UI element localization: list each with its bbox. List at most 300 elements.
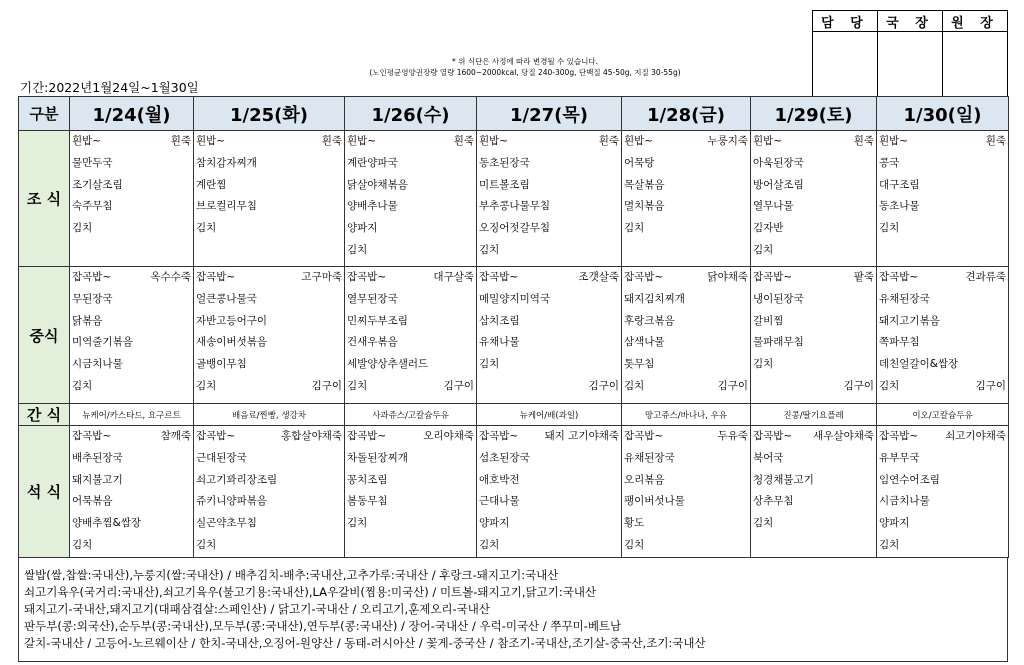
lunch-cell: [751, 267, 877, 404]
menu-line: [477, 426, 621, 448]
menu-item: 김치: [347, 243, 368, 256]
breakfast-cell: [194, 131, 345, 267]
menu-item: 후랑크볶음: [624, 314, 675, 327]
breakfast-cell: [70, 131, 194, 267]
menu-line: [345, 289, 476, 311]
menu-item: 열무된장국: [347, 292, 398, 305]
menu-item-extra: 두유죽: [717, 430, 748, 442]
footer-line: 쌀밥(쌀,찹쌀:국내산),누룽지(쌀:국내산) / 배추김치-배추:국내산,고추가루:국내산 / 후랑크-돼지고기:국내산: [24, 568, 559, 582]
menu-item: 근대된장국: [196, 451, 247, 464]
menu-line: [622, 491, 750, 513]
menu-line: [194, 218, 344, 240]
menu-line: [477, 332, 621, 354]
breakfast-cell: [622, 131, 751, 267]
menu-line: [194, 131, 344, 153]
menu-line: [194, 535, 344, 557]
day-header: 1/27(목): [477, 97, 622, 131]
menu-item: 메밀양지미역국: [479, 292, 551, 305]
menu-line: [877, 513, 1008, 535]
snack-cell: 진콩/딸기요플레: [751, 404, 877, 426]
lunch-cell: [70, 267, 194, 404]
menu-item: 흰밥~: [196, 135, 226, 147]
menu-line: [477, 196, 621, 218]
snack-cell: 이오/고칼슘두유: [877, 404, 1009, 426]
menu-item: 물파래무침: [753, 336, 804, 349]
menu-item-extra: 견과류죽: [965, 271, 1006, 283]
menu-line: [877, 218, 1008, 240]
menu-item: 브로컬리무침: [196, 200, 257, 213]
menu-line: [751, 196, 876, 218]
menu-line: [622, 218, 750, 240]
menu-line: [751, 491, 876, 513]
footer-line: 판두부(콩:외국산),순두부(콩:국내산),모두부(콩:국내산),연두부(콩:국내산) / 장어-국내산 / 우럭-미국산 / 쭈꾸미-베트남: [24, 619, 622, 633]
origin-footer: [24, 567, 706, 652]
menu-item: 아욱된장국: [753, 156, 804, 169]
menu-line: [751, 218, 876, 240]
menu-item: 자반고등어구이: [196, 314, 268, 327]
day-header: 1/29(토): [751, 97, 877, 131]
menu-line: [877, 289, 1008, 311]
meal-table: [18, 96, 1009, 558]
menu-item: 방어살조림: [753, 178, 804, 191]
menu-line: [751, 153, 876, 175]
menu-item: 동초된장국: [479, 156, 530, 169]
menu-line: [622, 267, 750, 289]
menu-item: 갈비찜: [753, 314, 784, 327]
menu-item: 어묵볶음: [72, 495, 113, 508]
menu-line: [194, 196, 344, 218]
lunch-cell: [622, 267, 751, 404]
menu-item: 닭살야채볶음: [347, 178, 408, 191]
dinner-cell: [477, 426, 622, 558]
menu-item: 청경채불고기: [753, 473, 814, 486]
menu-line: [877, 175, 1008, 197]
menu-line: [477, 175, 621, 197]
menu-line: [877, 376, 1008, 398]
menu-line: [477, 289, 621, 311]
footer-line: 갈치-국내산 / 고등어-노르웨이산 / 한치-국내산,오징어-원양산 / 동태-러시아산 / 꽃게-중국산 / 참조기-국내산,조기살-중국산,조기:국내산: [24, 636, 706, 650]
menu-item: 오징어젓갈무침: [479, 222, 551, 235]
menu-item: 양배추찜&쌈장: [72, 517, 142, 530]
lunch-cell: [194, 267, 345, 404]
menu-line: [70, 535, 193, 557]
menu-item: 실곤약초무침: [196, 517, 257, 530]
menu-line: [345, 218, 476, 240]
menu-item: 임연수어조림: [879, 473, 940, 486]
label-snack: 간 식: [19, 404, 70, 426]
menu-item: 잡곡밥~: [753, 271, 793, 283]
menu-item: 세발양상추샐러드: [347, 358, 429, 371]
header-gubun: 구분: [19, 97, 70, 131]
menu-line: [70, 267, 193, 289]
menu-line: [477, 513, 621, 535]
menu-line: [751, 332, 876, 354]
menu-item: 잡곡밥~: [879, 271, 919, 283]
menu-line: [345, 470, 476, 492]
approval-header-staff: 담 당: [813, 11, 878, 32]
menu-item: 쇠고기꽈리장조림: [196, 473, 278, 486]
menu-item: 애호박전: [479, 473, 520, 486]
menu-item: 김치: [196, 222, 217, 235]
menu-line: [477, 240, 621, 262]
menu-line: [877, 354, 1008, 376]
menu-line: [751, 289, 876, 311]
menu-item-extra: 홍합살야채죽: [281, 430, 342, 442]
menu-item: 김치: [879, 538, 900, 551]
menu-item: 김치: [72, 538, 93, 551]
lunch-cell: [877, 267, 1009, 404]
menu-item-extra: 흰죽: [321, 135, 342, 147]
menu-item: 김치: [624, 222, 645, 235]
menu-item: 골뱅이무침: [196, 358, 247, 371]
menu-item: 봄동무침: [347, 495, 388, 508]
menu-item-extra: 흰죽: [598, 135, 619, 147]
menu-item: 유채된장국: [624, 451, 675, 464]
menu-item-extra: 참깨죽: [160, 430, 191, 442]
menu-item: 닭볶음: [72, 314, 103, 327]
menu-line: [622, 240, 750, 262]
day-header: 1/26(수): [345, 97, 477, 131]
menu-line: [70, 175, 193, 197]
menu-line: [70, 311, 193, 333]
menu-item-extra: 팥죽: [853, 271, 874, 283]
menu-line: [877, 332, 1008, 354]
snack-row: [19, 404, 1009, 426]
menu-line: [477, 218, 621, 240]
menu-line: [622, 426, 750, 448]
menu-item: 양파지: [479, 517, 510, 530]
menu-item: 조기살조림: [72, 178, 123, 191]
menu-line: [345, 376, 476, 398]
menu-item: 김치: [753, 358, 774, 371]
menu-item: 민찌두부조림: [347, 314, 408, 327]
menu-item: 흰밥~: [72, 135, 102, 147]
menu-item: 김치: [479, 538, 500, 551]
menu-line: [345, 240, 476, 262]
menu-item: 유부무국: [879, 451, 920, 464]
menu-line: [70, 470, 193, 492]
menu-item: 김치: [753, 243, 774, 256]
menu-item-extra: 닭야채죽: [707, 271, 748, 283]
menu-item: 김치: [196, 379, 217, 392]
menu-line: [877, 535, 1008, 557]
menu-line: [345, 131, 476, 153]
menu-item: 삼색나물: [624, 336, 665, 349]
label-dinner: 석 식: [19, 426, 70, 558]
menu-line: [477, 376, 621, 398]
menu-line: [477, 448, 621, 470]
menu-line: [877, 153, 1008, 175]
menu-line: [194, 491, 344, 513]
approval-sign-chief: [943, 32, 1008, 105]
menu-line: [877, 240, 1008, 262]
menu-item: 섬초된장국: [479, 451, 530, 464]
menu-item: 부추콩나물무침: [479, 200, 551, 213]
menu-item: 잡곡밥~: [753, 430, 793, 442]
menu-line: [877, 131, 1008, 153]
menu-item-extra: 흰죽: [985, 135, 1006, 147]
approval-sign-staff: [813, 32, 878, 105]
menu-line: [194, 354, 344, 376]
menu-item: 배추된장국: [72, 451, 123, 464]
footer-line: 쇠고기육우(국거리:국내산),쇠고기육우(불고기용:국내산),LA우갈비(찜용:미국산) / 미트볼-돼지고기,닭고기:국내산: [24, 585, 597, 599]
menu-item: 흰밥~: [347, 135, 377, 147]
menu-item: 김치: [624, 538, 645, 551]
menu-item: 차돌된장찌개: [347, 451, 408, 464]
snack-cell: 망고쥬스/바나나, 우유: [622, 404, 751, 426]
menu-line: [70, 196, 193, 218]
menu-item: 김치: [753, 517, 774, 530]
menu-line: [194, 448, 344, 470]
menu-line: [194, 470, 344, 492]
menu-item-extra: 김구이: [843, 379, 874, 392]
menu-line: [751, 131, 876, 153]
menu-line: [751, 426, 876, 448]
menu-line: [345, 448, 476, 470]
menu-line: [345, 354, 476, 376]
menu-line: [70, 289, 193, 311]
menu-line: [70, 513, 193, 535]
menu-item-extra: 김구이: [311, 379, 342, 392]
menu-item-extra: 흰죽: [453, 135, 474, 147]
menu-line: [622, 289, 750, 311]
menu-line: [622, 535, 750, 557]
menu-item: 톳무침: [624, 358, 655, 371]
menu-line: [194, 332, 344, 354]
menu-item: 북어국: [753, 451, 784, 464]
menu-item-extra: 김구이: [443, 379, 474, 392]
menu-line: [622, 354, 750, 376]
menu-line: [345, 196, 476, 218]
menu-line: [751, 354, 876, 376]
dinner-cell: [70, 426, 194, 558]
menu-line: [622, 376, 750, 398]
dinner-cell: [194, 426, 345, 558]
menu-line: [70, 448, 193, 470]
dinner-cell: [751, 426, 877, 558]
menu-line: [622, 131, 750, 153]
menu-item: 김치: [347, 517, 368, 530]
menu-item: 김치: [196, 538, 217, 551]
menu-line: [622, 448, 750, 470]
footer-line: 돼지고기-국내산,돼지고기(대패삼겹살:스페인산) / 닭고기-국내산 / 오리고기,훈제오리-국내산: [24, 602, 491, 616]
menu-line: [751, 311, 876, 333]
day-header: 1/30(일): [877, 97, 1009, 131]
menu-item: 김치: [347, 379, 368, 392]
menu-line: [345, 513, 476, 535]
menu-line: [194, 426, 344, 448]
menu-item: 돼지고기볶음: [879, 314, 940, 327]
menu-line: [345, 311, 476, 333]
menu-item: 계란찜: [196, 178, 227, 191]
menu-item: 김치: [624, 379, 645, 392]
menu-item: 잡곡밥~: [347, 430, 387, 442]
dinner-cell: [622, 426, 751, 558]
menu-line: [194, 311, 344, 333]
menu-item-extra: 고구마죽: [301, 271, 342, 283]
menu-item: 쪽파무침: [879, 336, 920, 349]
notice-line-1: * 위 식단은 사정에 따라 변경될 수 있습니다.: [452, 57, 598, 66]
menu-item: 무된장국: [72, 292, 113, 305]
menu-line: [751, 448, 876, 470]
menu-line: [877, 448, 1008, 470]
menu-line: [877, 470, 1008, 492]
menu-item: 잡곡밥~: [479, 271, 519, 283]
menu-line: [70, 354, 193, 376]
menu-line: [622, 470, 750, 492]
menu-line: [194, 153, 344, 175]
menu-line: [70, 332, 193, 354]
menu-line: [194, 376, 344, 398]
snack-cell: 배음료/찐빵, 생강차: [194, 404, 345, 426]
period: 기간:2022년1월24일~1월30일: [20, 80, 199, 95]
menu-line: [70, 153, 193, 175]
menu-item: 근대나물: [479, 495, 520, 508]
menu-line: [751, 513, 876, 535]
notice-line-2: (노인평균영양권장량 열량 1600~2000kcal, 당질 240-300g, 단백질 45-50g, 지질 30-55g): [369, 68, 681, 77]
notice: [250, 56, 800, 78]
menu-item: 건새우볶음: [347, 336, 398, 349]
menu-line: [194, 267, 344, 289]
menu-item: 삼치조림: [479, 314, 520, 327]
menu-line: [345, 491, 476, 513]
menu-item-extra: 돼지 고기야채죽: [544, 430, 619, 442]
menu-item: 잡곡밥~: [72, 430, 112, 442]
menu-line: [194, 513, 344, 535]
menu-line: [70, 131, 193, 153]
dinner-row: [19, 426, 1009, 558]
menu-line: [477, 311, 621, 333]
menu-line: [345, 426, 476, 448]
snack-cell: 뉴케어/배(과일): [477, 404, 622, 426]
menu-line: [877, 426, 1008, 448]
label-breakfast: 조 식: [19, 131, 70, 267]
menu-item: 잡곡밥~: [347, 271, 387, 283]
menu-line: [622, 153, 750, 175]
day-header: 1/24(월): [70, 97, 194, 131]
dinner-cell: [877, 426, 1009, 558]
menu-line: [877, 267, 1008, 289]
menu-item: 김치: [479, 358, 500, 371]
menu-line: [345, 267, 476, 289]
menu-item: 돼지김치찌개: [624, 292, 685, 305]
menu-line: [345, 332, 476, 354]
menu-item: 미역줄기볶음: [72, 336, 133, 349]
menu-line: [751, 376, 876, 398]
menu-line: [622, 332, 750, 354]
menu-line: [877, 196, 1008, 218]
label-lunch: 중식: [19, 267, 70, 404]
menu-line: [622, 196, 750, 218]
menu-line: [477, 470, 621, 492]
menu-item: 김치: [479, 243, 500, 256]
menu-line: [751, 267, 876, 289]
menu-line: [622, 513, 750, 535]
approval-header-chief: 원 장: [943, 11, 1008, 32]
menu-line: [751, 240, 876, 262]
menu-item-extra: 새우살야채죽: [813, 430, 874, 442]
menu-item: 오리볶음: [624, 473, 665, 486]
menu-item: 계란양파국: [347, 156, 398, 169]
breakfast-cell: [477, 131, 622, 267]
menu-line: [477, 131, 621, 153]
dinner-cell: [345, 426, 477, 558]
menu-line: [194, 175, 344, 197]
menu-item: 꽁치조림: [347, 473, 388, 486]
menu-line: [477, 535, 621, 557]
menu-item: 잡곡밥~: [196, 430, 236, 442]
menu-line: [194, 240, 344, 262]
menu-item: 유채된장국: [879, 292, 930, 305]
breakfast-cell: [345, 131, 477, 267]
menu-item: 잡곡밥~: [624, 430, 664, 442]
menu-item: 양배추나물: [347, 200, 398, 213]
snack-cell: 사과쥬스/고칼슘두유: [345, 404, 477, 426]
lunch-cell: [345, 267, 477, 404]
menu-item: 흰밥~: [753, 135, 783, 147]
menu-item-extra: 대구살죽: [433, 271, 474, 283]
menu-line: [70, 218, 193, 240]
menu-item: 팽이버섯나물: [624, 495, 685, 508]
menu-line: [477, 267, 621, 289]
breakfast-cell: [877, 131, 1009, 267]
menu-item: 유채나물: [479, 336, 520, 349]
menu-item: 흰밥~: [624, 135, 654, 147]
menu-item: 멸치볶음: [624, 200, 665, 213]
menu-item: 어묵탕: [624, 156, 655, 169]
menu-item: 잡곡밥~: [879, 430, 919, 442]
menu-line: [751, 175, 876, 197]
menu-item: 물만두국: [72, 156, 113, 169]
breakfast-cell: [751, 131, 877, 267]
menu-item: 목살볶음: [624, 178, 665, 191]
menu-line: [477, 491, 621, 513]
menu-line: [622, 311, 750, 333]
menu-item: 대구조림: [879, 178, 920, 191]
menu-line: [70, 426, 193, 448]
menu-line: [877, 311, 1008, 333]
menu-item: 동초나물: [879, 200, 920, 213]
menu-item: 김치: [72, 379, 93, 392]
menu-item: 잡곡밥~: [624, 271, 664, 283]
menu-item-extra: 옥수수죽: [150, 271, 191, 283]
menu-item: 김치: [72, 222, 93, 235]
menu-item: 흰밥~: [879, 135, 909, 147]
menu-item: 얼큰콩나물국: [196, 292, 257, 305]
day-header: 1/25(화): [194, 97, 345, 131]
snack-cell: 뉴케어/카스타드, 요구르트: [70, 404, 194, 426]
menu-item: 시금치나물: [72, 358, 123, 371]
menu-item-extra: 김구이: [588, 379, 619, 392]
menu-item: 열무나물: [753, 200, 794, 213]
menu-item-extra: 조갯살죽: [578, 271, 619, 283]
menu-item: 흰밥~: [479, 135, 509, 147]
menu-item: 냉이된장국: [753, 292, 804, 305]
breakfast-row: [19, 131, 1009, 267]
menu-line: [70, 491, 193, 513]
menu-item: 양파지: [347, 222, 378, 235]
menu-item: 김치: [879, 222, 900, 235]
menu-line: [70, 376, 193, 398]
menu-item: 참치감자찌개: [196, 156, 257, 169]
menu-line: [70, 240, 193, 262]
menu-item: 미트볼조림: [479, 178, 530, 191]
menu-line: [477, 354, 621, 376]
menu-line: [194, 289, 344, 311]
menu-line: [751, 535, 876, 557]
menu-item: 시금치나물: [879, 495, 930, 508]
menu-line: [345, 175, 476, 197]
